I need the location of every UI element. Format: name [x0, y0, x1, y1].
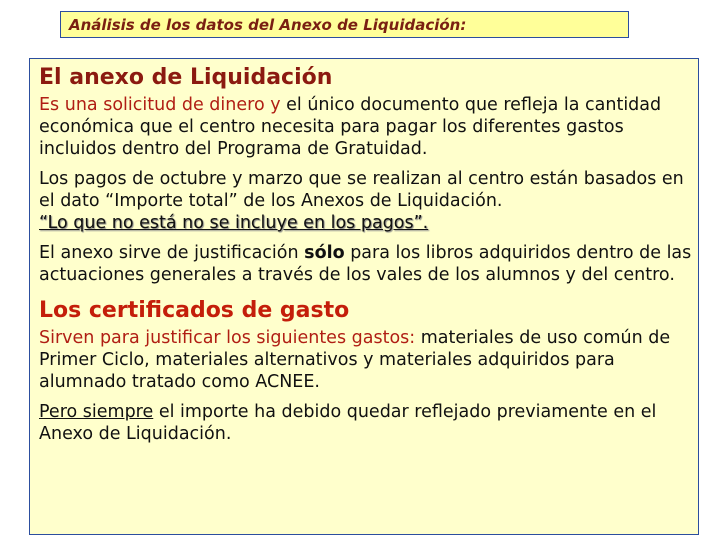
paragraph-justification [39, 242, 694, 286]
note-underlined: Pero siempre [39, 402, 154, 422]
section-heading-anexo: El anexo de Liquidación [39, 65, 333, 90]
title-box [60, 11, 629, 38]
paragraph-definition [39, 94, 694, 160]
justification-after: para los libros adquiridos dentro de las actuaciones generales a través de los vales de los alumnos y del centro. [39, 243, 692, 285]
paragraph-payments [39, 168, 694, 234]
definition-rest: el único documento que refleja la cantidad económica que el centro necesita para pagar los diferentes gastos incluidos dentro del Programa de Gratuidad. [39, 95, 662, 159]
justification-before: El anexo sirve de justificación [39, 243, 305, 263]
definition-lead: Es una solicitud de dinero y [39, 95, 281, 115]
section-heading-certificados: Los certificados de gasto [39, 298, 350, 323]
content-panel [29, 58, 699, 535]
certificates-lead: Sirven para justificar los siguientes gastos: [39, 328, 416, 348]
note-rest: el importe ha debido quedar reflejado previamente en el Anexo de Liquidación. [39, 402, 657, 444]
paragraph-note [39, 401, 694, 445]
content-body [39, 59, 694, 445]
justification-bold: sólo [304, 243, 345, 263]
certificates-rest: materiales de uso común de Primer Ciclo, materiales alternativos y materiales adquiridos para alumnado tratado como ACNEE. [39, 328, 671, 392]
paragraph-certificates [39, 327, 694, 393]
payments-text: Los pagos de octubre y marzo que se realizan al centro están basados en el dato “Importe total” de los Anexos de Liquidación. [39, 169, 684, 211]
page-title: Análisis de los datos del Anexo de Liquidación: [69, 16, 467, 34]
payments-emphasis: “Lo que no está no se incluye en los pagos”. [39, 213, 429, 233]
